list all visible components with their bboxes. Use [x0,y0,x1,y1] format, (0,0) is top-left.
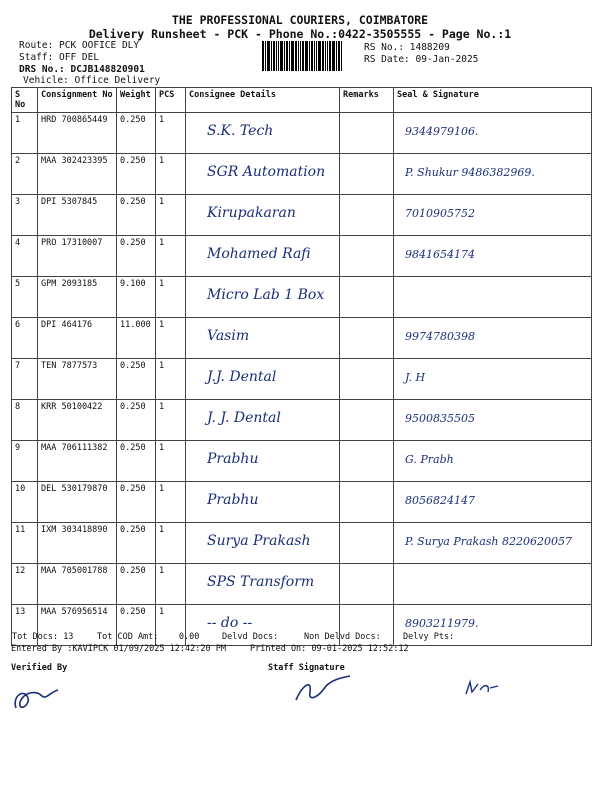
cell-signature: 7010905752 [394,195,592,236]
cell-consignment-no: MAA 576956514 [38,605,117,646]
cell-weight: 0.250 [117,605,156,646]
cell-consignment-no: TEN 7877573 [38,359,117,400]
cell-consignee: SPS Transform [186,564,340,605]
cell-remarks [340,564,394,605]
cell-sno: 1 [12,113,38,154]
column-header: S No [12,88,38,113]
cell-weight: 0.250 [117,359,156,400]
table-row [12,523,592,564]
printed-on: Printed On: 09-01-2025 12:52:12 [250,644,409,654]
cell-signature: 9344979106. [394,113,592,154]
column-header: Consignment No [38,88,117,113]
cell-consignment-no: HRD 700865449 [38,113,117,154]
runsheet-subtitle: Delivery Runsheet - PCK - Phone No.:0422-3505555 - Page No.:1 [88,27,512,41]
cell-pcs: 1 [156,154,186,195]
barcode-icon [262,41,358,71]
staff-label: Staff: OFF DEL [19,52,100,63]
delivered-docs: Delvd Docs: [222,632,279,642]
cell-pcs: 1 [156,441,186,482]
cell-sno: 5 [12,277,38,318]
table-row [12,154,592,195]
cell-remarks [340,277,394,318]
cell-pcs: 1 [156,564,186,605]
table-row [12,195,592,236]
cell-consignee: Prabhu [186,441,340,482]
cell-pcs: 1 [156,400,186,441]
table-row [12,482,592,523]
cell-signature [394,277,592,318]
cell-remarks [340,113,394,154]
cell-weight: 0.250 [117,564,156,605]
cell-pcs: 1 [156,113,186,154]
table-row [12,113,592,154]
cell-pcs: 1 [156,277,186,318]
cell-signature: G. Prabh [394,441,592,482]
column-header: Seal & Signature [394,88,592,113]
table-row [12,400,592,441]
cell-signature [394,564,592,605]
non-delivered-docs: Non Delvd Docs: [304,632,381,642]
cell-sno: 12 [12,564,38,605]
cell-signature: P. Shukur 9486382969. [394,154,592,195]
cell-weight: 9.100 [117,277,156,318]
cell-sno: 6 [12,318,38,359]
cell-consignment-no: IXM 303418890 [38,523,117,564]
cell-signature: J. H [394,359,592,400]
cell-pcs: 1 [156,195,186,236]
cell-sno: 11 [12,523,38,564]
cell-signature: 9500835505 [394,400,592,441]
cell-consignment-no: DEL 530179870 [38,482,117,523]
cell-remarks [340,359,394,400]
cell-sno: 13 [12,605,38,646]
cell-weight: 0.250 [117,113,156,154]
cell-consignment-no: PRO 17310007 [38,236,117,277]
cell-consignment-no: GPM 2093185 [38,277,117,318]
cell-consignee: -- do -- [186,605,340,646]
rs-number: RS No.: 1488209 [364,42,450,53]
cell-weight: 0.250 [117,195,156,236]
cell-consignee: J.J. Dental [186,359,340,400]
total-cod: Tot COD Amt: 0.00 [97,632,200,642]
cell-remarks [340,523,394,564]
cell-sno: 9 [12,441,38,482]
table-row [12,277,592,318]
cell-consignee: Surya Prakash [186,523,340,564]
cell-consignment-no: KRR 50100422 [38,400,117,441]
route-label: Route: PCK OOFICE DLY [19,40,140,51]
cell-consignee: J. J. Dental [186,400,340,441]
verified-by-label: Verified By [11,663,68,673]
table-row [12,564,592,605]
cell-consignee: Kirupakaran [186,195,340,236]
cell-weight: 0.250 [117,441,156,482]
cell-weight: 0.250 [117,482,156,523]
table-row [12,441,592,482]
table-row [12,236,592,277]
rs-date: RS Date: 09-Jan-2025 [364,54,479,65]
cell-pcs: 1 [156,605,186,646]
company-title: THE PROFESSIONAL COURIERS, COIMBATORE [171,13,429,27]
table-row [12,318,592,359]
cell-consignment-no: MAA 705001788 [38,564,117,605]
cell-weight: 0.250 [117,236,156,277]
entered-by: Entered By :KAVIPCK 01/09/2025 12:42:20 PM [11,644,226,654]
cell-remarks [340,482,394,523]
total-docs: Tot Docs: 13 [12,632,74,642]
cell-weight: 0.250 [117,154,156,195]
cell-sno: 8 [12,400,38,441]
table-row [12,359,592,400]
cell-signature: 8903211979. [394,605,592,646]
cell-consignment-no: DPI 464176 [38,318,117,359]
cell-remarks [340,441,394,482]
cell-consignment-no: DPI 5307845 [38,195,117,236]
cell-sno: 7 [12,359,38,400]
vehicle-label: Vehicle: Office Delivery [23,75,161,86]
verifier-signature-icon [10,678,70,718]
cell-weight: 0.250 [117,523,156,564]
drs-number: DRS No.: DCJB148820901 [19,64,145,75]
cell-consignee: Mohamed Rafi [186,236,340,277]
cell-consignment-no: MAA 706111382 [38,441,117,482]
cell-remarks [340,195,394,236]
cell-remarks [340,318,394,359]
cell-consignee: Micro Lab 1 Box [186,277,340,318]
cell-remarks [340,236,394,277]
column-header: Weight [117,88,156,113]
column-header: Remarks [340,88,394,113]
cell-signature: 9974780398 [394,318,592,359]
column-header: PCS [156,88,186,113]
cell-sno: 10 [12,482,38,523]
table-header-row [12,88,592,113]
cell-pcs: 1 [156,318,186,359]
runsheet-table [11,87,592,646]
cell-signature: P. Surya Prakash 8220620057 [394,523,592,564]
cell-pcs: 1 [156,523,186,564]
cell-sno: 3 [12,195,38,236]
cell-pcs: 1 [156,236,186,277]
cell-consignment-no: MAA 302423395 [38,154,117,195]
cell-pcs: 1 [156,359,186,400]
cell-remarks [340,400,394,441]
delivery-points: Delvy Pts: [403,632,455,642]
column-header: Consignee Details [186,88,340,113]
cell-sno: 4 [12,236,38,277]
initials-signature-icon [462,676,502,700]
cell-pcs: 1 [156,482,186,523]
cell-weight: 11.000 [117,318,156,359]
staff-signature-label: Staff Signature [268,663,345,673]
cell-consignee: Prabhu [186,482,340,523]
cell-sno: 2 [12,154,38,195]
cell-weight: 0.250 [117,400,156,441]
cell-signature: 9841654174 [394,236,592,277]
staff-signature-icon [288,670,358,710]
cell-signature: 8056824147 [394,482,592,523]
cell-consignee: S.K. Tech [186,113,340,154]
cell-consignee: Vasim [186,318,340,359]
cell-consignee: SGR Automation [186,154,340,195]
cell-remarks [340,154,394,195]
